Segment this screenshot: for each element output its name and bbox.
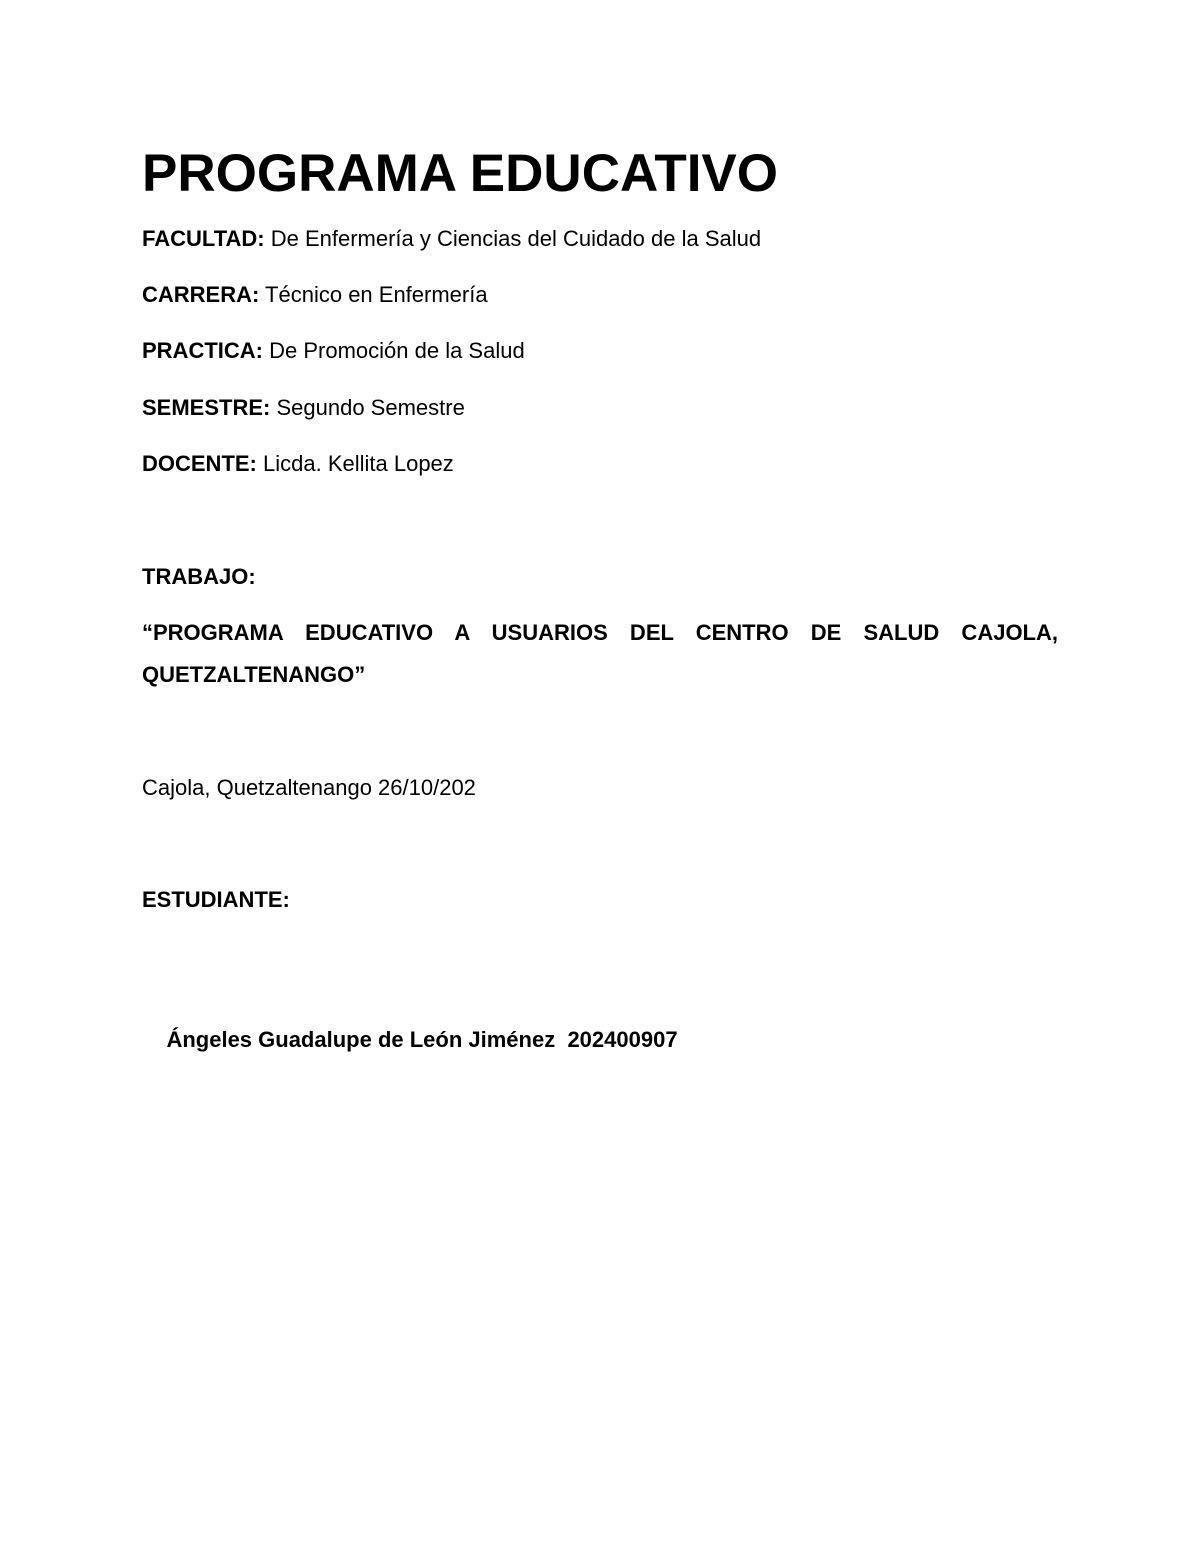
field-semestre bbox=[142, 394, 465, 422]
field-value: Segundo Semestre bbox=[270, 395, 465, 420]
estudiante-label: ESTUDIANTE: bbox=[142, 887, 290, 912]
field-facultad bbox=[142, 225, 761, 253]
field-practica bbox=[142, 337, 525, 365]
field-label: DOCENTE: bbox=[142, 451, 257, 476]
field-label: SEMESTRE: bbox=[142, 395, 271, 420]
field-value: Técnico en Enfermería bbox=[259, 282, 488, 307]
field-label: PRACTICA: bbox=[142, 338, 263, 363]
field-label: FACULTAD: bbox=[142, 226, 265, 251]
field-value: Licda. Kellita Lopez bbox=[256, 451, 454, 476]
document-title: PROGRAMA EDUCATIVO bbox=[142, 144, 778, 203]
student-name: Ángeles Guadalupe de León Jiménez 202400907 bbox=[166, 1027, 678, 1052]
place-date: Cajola, Quetzaltenango 26/10/202 bbox=[142, 775, 476, 800]
field-value: De Enfermería y Ciencias del Cuidado de la Salud bbox=[264, 226, 762, 251]
trabajo-title-line-1: “PROGRAMA EDUCATIVO A USUARIOS DEL CENTRO DE SALUD CAJOLA, bbox=[142, 620, 1058, 645]
field-label: CARRERA: bbox=[142, 282, 260, 307]
trabajo-label: TRABAJO: bbox=[142, 564, 256, 589]
field-docente bbox=[142, 450, 454, 478]
field-value: De Promoción de la Salud bbox=[263, 338, 525, 363]
field-carrera bbox=[142, 281, 488, 309]
trabajo-title-line-2: QUETZALTENANGO” bbox=[142, 662, 366, 687]
